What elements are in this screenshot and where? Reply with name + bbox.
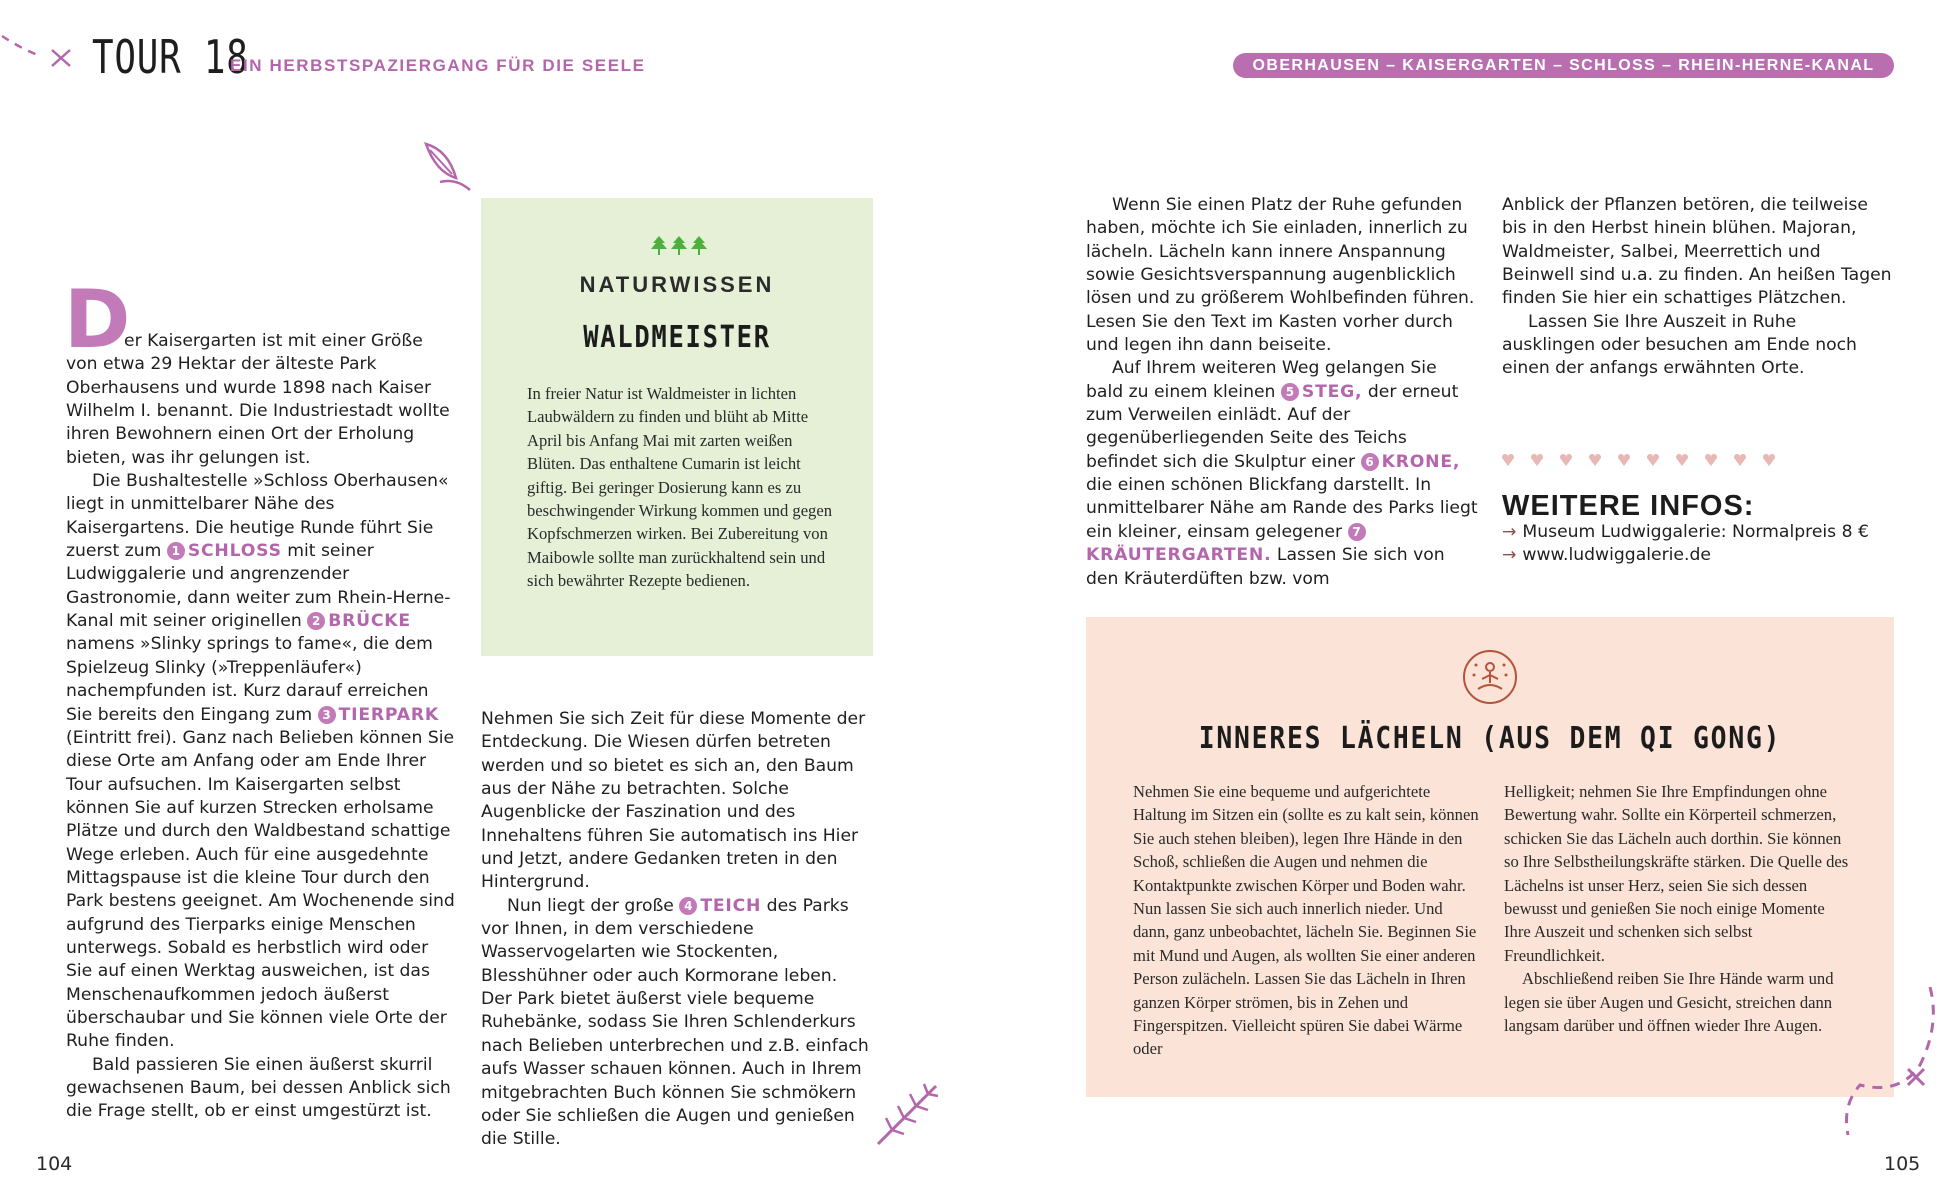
route-badge: OBERHAUSEN – KAISERGARTEN – SCHLOSS – RHEIN-HERNE-KANAL (1233, 53, 1894, 78)
info-item (1502, 522, 1869, 542)
paragraph-text: namens »Slinky springs to fame«, die dem Spielzeug Slinky (»Treppenläufer«) nachempfunden ist. Kurz darauf erreichen Sie bereits den Eingang zum (66, 634, 433, 725)
paragraph-text: mit seiner Ludwiggalerie und angrenzender Gastronomie, dann weiter zum Rhein-Herne-Kanal mit seiner originellen (66, 541, 451, 632)
stop-label-tierpark: TIERPARK (338, 704, 439, 725)
arrow-right-icon: → (1502, 545, 1517, 565)
tour-title: TOUR 18 (92, 30, 249, 84)
stop-number: 6 (1361, 453, 1379, 471)
paragraph-text: von etwa 29 Hektar der älteste Park Oberhausens und wurde 1898 nach Kaiser Wilhelm I. benannt. Die Industriestadt wollte ihren Bewohnern einen Ort der Erholung bieten, was ihr gelungen ist. (66, 354, 450, 468)
text-column-3 (1086, 194, 1479, 591)
paragraph-first-line: er Kaisergarten ist mit einer Größe (124, 331, 423, 351)
paragraph-text: Nun liegt der große (507, 895, 674, 916)
paragraph (66, 330, 456, 470)
paragraph-text: Lassen Sie sich von den Kräuterdüften bzw. vom (1086, 545, 1445, 589)
paragraph (481, 895, 873, 1152)
text-column-2 (481, 708, 873, 1152)
box-text: In freier Natur ist Waldmeister in lichten Laubwäldern zu finden und blüht ab Mitte April bis Anfang Mai mit zarten weißen Blüten. Das enthaltene Cumarin ist leicht giftig. Bei geringer Dosierung kann es zu beschwingender Wirkung kommen und gegen Kopfschmerzen wirken. Bei Zubereitung von Maibowle sollte man zurückhaltend sein und sich bewährter Rezepte bedienen. (527, 384, 833, 591)
paragraph: Anblick der Pflanzen betören, die teilweise bis in den Herbst hinein blühen. Majoran, Waldmeister, Salbei, Meerrettich und Beinwell sind u.a. zu finden. An heißen Tagen finden Sie hier ein schattiges Plätzchen. (1502, 195, 1892, 309)
page-number-left: 104 (36, 1153, 73, 1175)
stop-number: 1 (167, 542, 185, 560)
dashed-swirl-decoration (1840, 985, 1948, 1150)
stop-number: 2 (307, 612, 325, 630)
paragraph-text: Die Bushaltestelle »Schloss Oberhausen« liegt in unmittelbarer Nähe des Kaisergartens. Die heutige Runde führt Sie zuerst zum (66, 471, 449, 562)
weitere-infos-heading: WEITERE INFOS: (1502, 490, 1755, 522)
paragraph-text: der erneut zum Verweilen einlädt. Auf der gegenüberliegenden Seite des Teichs befindet sich die Skulptur einer (1086, 381, 1459, 472)
paragraph: Wenn Sie einen Platz der Ruhe gefunden haben, möchte ich Sie einladen, innerlich zu lächeln. Lächeln kann innere Anspannung sowie Gesichtsverspannung augenblicklich lösen und zu größerem Wohlbefinden führen. Lesen Sie den Text im Kasten vorher durch und legen ihn dann beiseite. (1086, 195, 1475, 356)
text-column-4 (1502, 194, 1894, 381)
box-title: INNERES LÄCHELN (AUS DEM QI GONG) (1198, 721, 1782, 756)
paragraph: Nehmen Sie sich Zeit für diese Momente der Entdeckung. Die Wiesen dürfen betreten werden und so bietet es sich an, den Baum aus der Nähe zu betrachten. Solche Augenblicke der Faszination und des Innehaltens führen Sie automatisch ins Hier und Jetzt, andere Gedanken treten in den Hintergrund. (481, 709, 866, 893)
paragraph-text: die einen schönen Blickfang darstellt. In unmittelbarer Nähe am Rande des Parks liegt ein kleiner, einsam gelegener (1086, 475, 1478, 542)
meditation-icon (1462, 649, 1518, 705)
hearts-divider-icon (1500, 452, 1790, 468)
paragraph-text: (Eintritt frei). Ganz nach Belieben können Sie diese Orte am Anfang oder am Ende Ihrer Tour aufsuchen. Im Kaisergarten selbst können Sie auf kurzen Strecken erholsame Plätze und durch den Waldbestand schattige Wege erleben. Auch für eine ausgedehnte Mittagspause ist die kleine Tour durch den Park bestens geeignet. Am Wochenende sind aufgrund des Tierparks einige Menschen unterwegs. Sobald es herbstlich wird oder Sie auf einen Werktag ausweichen, ist das Menschenaufkommen jedoch äußerst überschaubar und Sie können viele Orte der Ruhe finden. (66, 727, 455, 1052)
stop-label-steg: STEG, (1301, 381, 1363, 402)
tour-subtitle: EIN HERBSTSPAZIERGANG FÜR DIE SEELE (230, 56, 646, 75)
stop-label-krone: KRONE, (1381, 451, 1461, 472)
stop-label-bruecke: BRÜCKE (328, 611, 411, 632)
box-heading: NATURWISSEN (579, 272, 775, 297)
stop-label-teich: TEICH (700, 895, 762, 916)
paragraph-text: Auf Ihrem weiteren Weg gelangen Sie bald zu einem kleinen (1086, 358, 1437, 402)
paragraph: Nehmen Sie eine bequeme und aufgerichtete Haltung im Sitzen ein (sollte es zu kalt sein, können Sie auch stehen bleiben), legen Ihre Hände in den Schoß, schließen die Augen und nehmen die Kontaktpunkte zwischen Körper und Boden wahr. Nun lassen Sie sich auch innerlich nieder. Und dann, ganz unbeobachtet, lächeln Sie. Beginnen Sie mit Mund und Augen, als wollten Sie einer anderen Person zulächeln. Lassen Sie das Lächeln in Ihren ganzen Körper strömen, bis in Zehen und Fingerspitzen. Vielleicht spüren Sie dabei Wärme oder (1133, 782, 1479, 1059)
stop-number: 4 (679, 897, 697, 915)
paragraph: Bald passieren Sie einen äußerst skurril gewachsenen Baum, bei dessen Anblick sich die Frage stellt, ob er einst umgestürzt ist. (66, 1054, 451, 1122)
page-number-right: 105 (1884, 1153, 1921, 1175)
text-column-1 (66, 330, 456, 1124)
stop-number: 5 (1281, 383, 1299, 401)
paragraph-text: des Parks vor Ihnen, in dem verschiedene Wasservogelarten wie Stockenten, Blesshühner oder auch Kormorane leben. Der Park bietet äußerst viele bequeme Ruhebänke, sodass Sie Ihren Schlenderkurs nach Belieben unterbrechen und z.B. einfach aufs Wasser schauen können. Auch in Ihrem mitgebrachten Buch können Sie schmökern oder Sie schließen die Augen und genießen die Stille. (481, 895, 869, 1150)
trees-icon (651, 234, 707, 256)
stop-label-kraeutergarten: KRÄUTERGARTEN. (1086, 545, 1272, 566)
stop-number: 3 (318, 706, 336, 724)
paragraph: Abschließend reiben Sie Ihre Hände warm und legen sie über Augen und Gesicht, streichen dann langsam darüber und öffnen wieder Ihre Augen. (1504, 969, 1834, 1036)
paragraph: Lassen Sie Ihre Auszeit in Ruhe ausklingen oder besuchen am Ende noch einen der anfangs erwähnten Orte. (1502, 311, 1857, 379)
info-text: Museum Ludwiggalerie: Normalpreis 8 € (1522, 522, 1869, 542)
arrow-right-icon: → (1502, 522, 1517, 542)
dashed-line-decoration (0, 28, 80, 68)
paragraph (1086, 357, 1479, 590)
box-text-column-1 (1133, 780, 1483, 1061)
drop-cap: D (64, 273, 131, 366)
box-title: WALDMEISTER (583, 320, 771, 355)
stop-number: 7 (1348, 523, 1366, 541)
info-item (1502, 545, 1711, 565)
stop-label-schloss: SCHLOSS (187, 541, 282, 562)
paragraph (66, 470, 456, 1054)
box-text-column-2 (1504, 780, 1854, 1037)
info-link[interactable]: www.ludwiggalerie.de (1522, 545, 1711, 565)
herb-sprig-icon (872, 1078, 944, 1150)
qi-gong-box (1086, 617, 1894, 1097)
naturwissen-box (481, 198, 873, 656)
paragraph: Helligkeit; nehmen Sie Ihre Empfindungen ohne Bewertung wahr. Sollte ein Körperteil schmerzen, schicken Sie das Lächeln auch dorthin. Sie können so Ihre Selbstheilungskräfte stärken. Die Quelle des Lächelns ist unser Herz, seien Sie sich dessen bewusst und genießen Sie noch einige Momente Ihre Auszeit und schenken sich selbst Freundlichkeit. (1504, 782, 1849, 965)
leaf-icon (418, 138, 474, 198)
